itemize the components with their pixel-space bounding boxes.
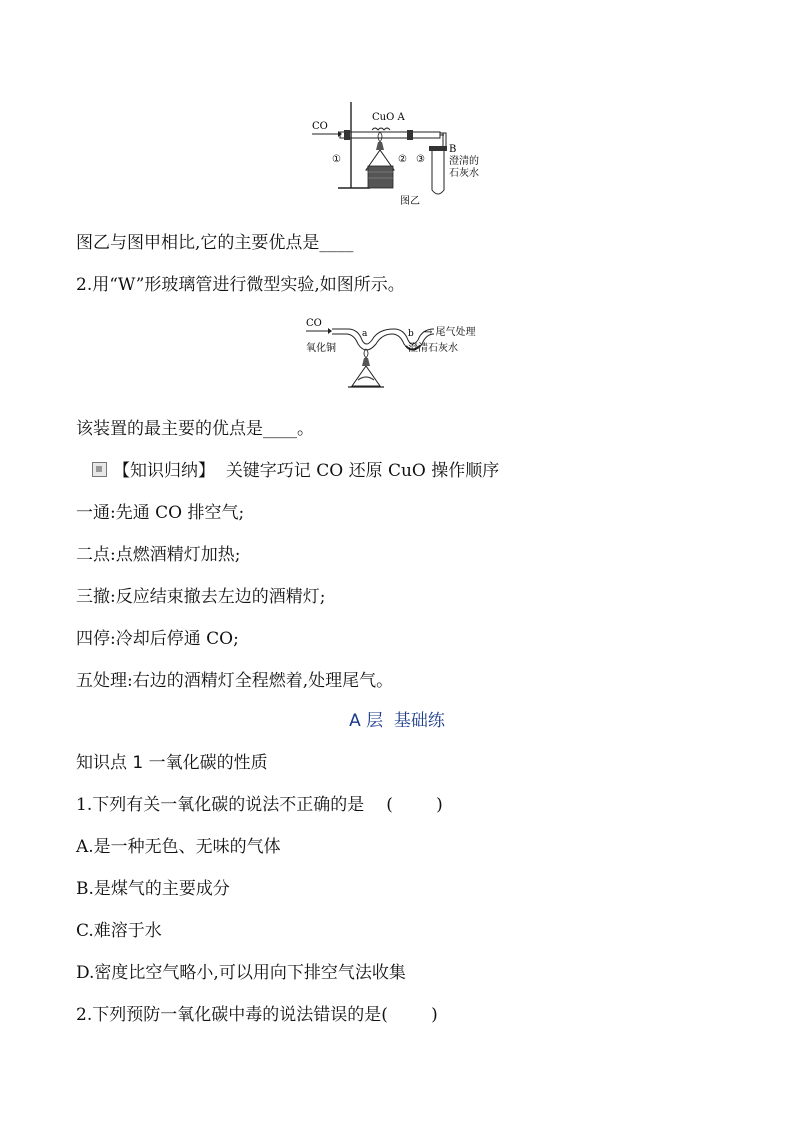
summary-title: 关键字巧记 CO 还原 CuO 操作顺序 bbox=[225, 461, 500, 481]
label-limewater-2: 石灰水 bbox=[449, 168, 479, 179]
label-cuo-a: CuO A bbox=[372, 112, 405, 123]
answer-bracket-1: ( ) bbox=[386, 795, 443, 815]
option-d: D.密度比空气略小,可以用向下排空气法收集 bbox=[76, 963, 406, 983]
summary-step-2: 二点:点燃酒精灯加热; bbox=[76, 545, 241, 565]
label-n3: ③ bbox=[416, 154, 425, 165]
figure-w-tube bbox=[304, 314, 498, 394]
summary-step-4: 四停:冷却后停通 CO; bbox=[76, 629, 239, 649]
summary-step-1: 一通:先通 CO 排空气; bbox=[76, 503, 245, 523]
question-1-text: 1.下列有关一氧化碳的说法不正确的是 bbox=[76, 795, 365, 815]
summary-step-5: 五处理:右边的酒精灯全程燃着,处理尾气。 bbox=[76, 671, 394, 691]
w-label-co: CO bbox=[306, 318, 322, 329]
w-tube-diagram bbox=[304, 314, 498, 394]
w-label-limewater: 澄清石灰水 bbox=[408, 343, 458, 354]
label-n2: ② bbox=[398, 154, 407, 165]
question-2b-stem bbox=[76, 1004, 438, 1026]
summary-header bbox=[92, 460, 499, 482]
question-2-answer: 该装置的最主要的优点是____。 bbox=[76, 419, 314, 439]
question-1-stem bbox=[76, 794, 443, 816]
figure-apparatus-yi bbox=[308, 100, 498, 210]
label-co: CO bbox=[312, 121, 328, 132]
question-2-intro: 2.用“W”形玻璃管进行微型实验,如图所示。 bbox=[76, 275, 405, 295]
label-b: B bbox=[449, 144, 457, 155]
section-title: A 层 基础练 bbox=[349, 711, 445, 731]
knowledge-point-title: 知识点 1 一氧化碳的性质 bbox=[76, 753, 268, 773]
w-label-tail: → 尾气处理 bbox=[424, 327, 476, 338]
summary-step-3: 三撤:反应结束撤去左边的酒精灯; bbox=[76, 587, 326, 607]
apparatus-yi-diagram bbox=[308, 100, 498, 210]
option-c: C.难溶于水 bbox=[76, 921, 162, 941]
w-label-a: a bbox=[362, 329, 368, 339]
question-fig-compare: 图乙与图甲相比,它的主要优点是____ bbox=[76, 233, 354, 253]
w-label-b: b bbox=[408, 329, 414, 339]
label-limewater-1: 澄清的 bbox=[449, 156, 479, 167]
note-icon bbox=[92, 462, 107, 477]
option-b: B.是煤气的主要成分 bbox=[76, 879, 230, 899]
question-2b-text: 2.下列预防一氧化碳中毒的说法错误的是 bbox=[76, 1005, 382, 1025]
label-n1: ① bbox=[332, 154, 341, 165]
figure1-caption: 图乙 bbox=[400, 196, 420, 207]
w-label-cuo: 氧化铜 bbox=[306, 343, 336, 354]
summary-tag: 【知识归纳】 bbox=[113, 461, 215, 481]
answer-bracket-2: ( ) bbox=[381, 1005, 438, 1025]
option-a: A.是一种无色、无味的气体 bbox=[76, 837, 281, 857]
